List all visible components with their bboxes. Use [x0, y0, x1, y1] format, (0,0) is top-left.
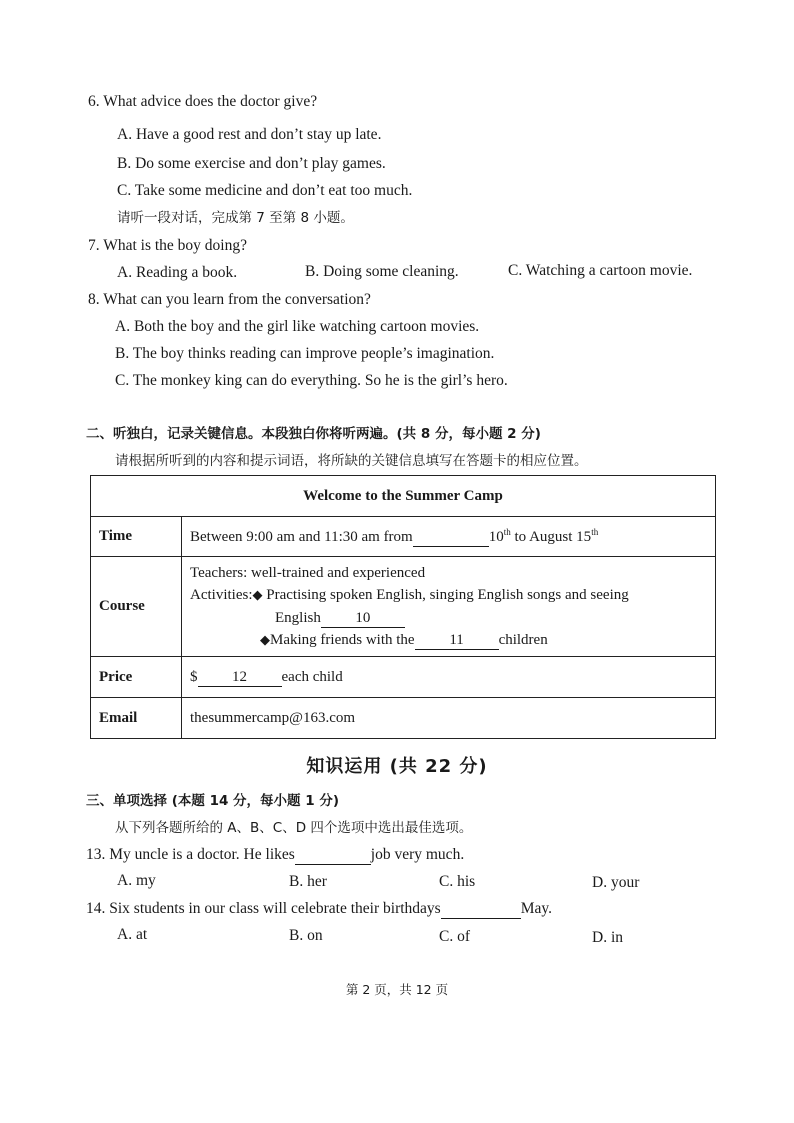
- q13-option-b: B. her: [289, 873, 327, 890]
- q14-stem: [86, 899, 552, 919]
- table-caption: Welcome to the Summer Camp: [91, 476, 716, 517]
- diamond-bullet-icon: ◆: [260, 632, 270, 647]
- activity-2-prefix: Making friends with the: [270, 632, 415, 648]
- q14-option-b: B. on: [289, 927, 323, 944]
- activity-2-suffix: children: [498, 632, 548, 648]
- q13-option-a: A. my: [117, 872, 156, 889]
- q13-option-d: D. your: [592, 874, 640, 891]
- time-label: Time: [91, 517, 182, 557]
- activity-2-line: [190, 629, 707, 652]
- q14-option-d: D. in: [592, 929, 623, 946]
- english-word: English: [275, 609, 321, 626]
- q14-stem-after: May.: [520, 900, 552, 917]
- price-label: Price: [91, 657, 182, 698]
- part3-instruction: 从下列各题所给的 A、B、C、D 四个选项中选出最佳选项。: [115, 820, 473, 836]
- q14-option-c: C. of: [439, 928, 470, 945]
- q8-option-c: C. The monkey king can do everything. So he is the girl’s hero.: [115, 372, 508, 389]
- activities-label: Activities:: [190, 587, 253, 603]
- time-th-2: th: [591, 526, 599, 537]
- q7-option-c: C. Watching a cartoon movie.: [508, 262, 693, 279]
- activity-1-text: Practising spoken English, singing English songs and seeing: [266, 587, 629, 603]
- part2-title: 二、听独白，记录关键信息。本段独白你将听两遍。(共 8 分，每小题 2 分): [86, 426, 541, 442]
- instruction-q7-8: 请听一段对话，完成第 7 至第 8 小题。: [117, 210, 354, 226]
- course-label: Course: [91, 557, 182, 657]
- q14-option-a: A. at: [117, 926, 148, 943]
- q13-option-c: C. his: [439, 873, 476, 890]
- summer-camp-table: [90, 475, 716, 739]
- q7-option-a: A. Reading a book.: [117, 264, 238, 281]
- price-cell: [182, 657, 716, 698]
- q7-stem: 7. What is the boy doing?: [88, 237, 247, 254]
- page-footer: 第 2 页，共 12 页: [345, 982, 449, 997]
- q6-option-b: B. Do some exercise and don’t play games.: [117, 155, 386, 172]
- q13-stem-before: 13. My uncle is a doctor. He likes: [86, 846, 295, 863]
- activity-1-line: [190, 584, 707, 607]
- q14-stem-before: 14. Six students in our class will celebrate their birthdays: [86, 900, 441, 917]
- q8-option-a: A. Both the boy and the girl like watching cartoon movies.: [115, 318, 480, 335]
- time-th-1: th: [503, 526, 511, 537]
- q6-stem: 6. What advice does the doctor give?: [88, 93, 318, 110]
- blank-11: 11: [415, 631, 499, 650]
- blank-12: 12: [198, 668, 282, 687]
- q13-stem: [86, 845, 464, 865]
- time-prefix: Between 9:00 am and 11:30 am from: [190, 528, 413, 545]
- section-title: 知识运用 (共 22 分): [306, 756, 488, 777]
- part3-title: 三、单项选择 (本题 14 分，每小题 1 分): [86, 793, 340, 809]
- price-suffix: each child: [281, 668, 343, 685]
- q13-stem-after: job very much.: [370, 846, 465, 863]
- q6-option-a: A. Have a good rest and don’t stay up late.: [117, 126, 382, 143]
- email-label: Email: [91, 698, 182, 739]
- q14-blank: [441, 900, 521, 919]
- q8-stem: 8. What can you learn from the conversation?: [88, 291, 371, 308]
- diamond-bullet-icon: ◆: [252, 587, 263, 602]
- price-dollar: $: [190, 668, 198, 685]
- email-value: thesummercamp@163.com: [182, 698, 716, 739]
- time-mid: to August 15: [510, 528, 592, 545]
- time-cell: [182, 517, 716, 557]
- time-day: 10: [488, 528, 504, 545]
- q8-option-b: B. The boy thinks reading can improve people’s imagination.: [115, 345, 495, 362]
- q13-blank: [295, 846, 371, 865]
- course-cell: [182, 557, 716, 657]
- teachers-line: Teachers: well-trained and experienced: [190, 564, 426, 581]
- part2-instruction: 请根据所听到的内容和提示词语，将所缺的关键信息填写在答题卡的相应位置。: [115, 453, 588, 469]
- blank-9: [413, 528, 489, 547]
- q7-option-b: B. Doing some cleaning.: [305, 263, 459, 280]
- blank-10: 10: [321, 609, 405, 628]
- q6-option-c: C. Take some medicine and don’t eat too much.: [117, 182, 413, 199]
- english-line: [190, 607, 707, 630]
